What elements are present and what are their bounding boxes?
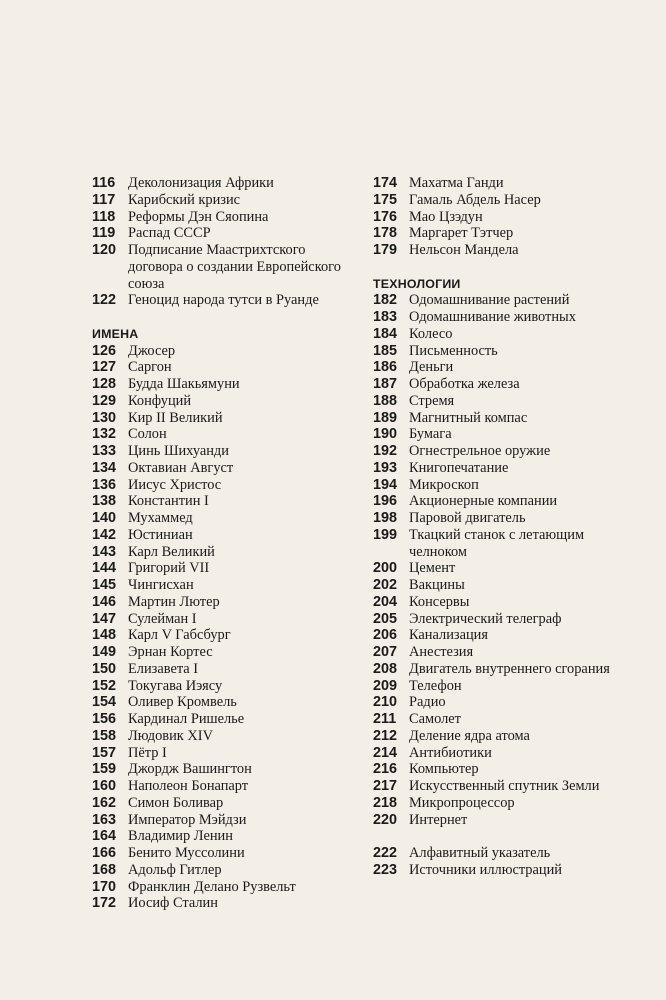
- entry-title: Письменность: [409, 342, 498, 359]
- toc-entry: [373, 627, 643, 644]
- entry-title: Двигатель внутреннего сгорания: [409, 660, 610, 677]
- entry-title: Гамаль Абдель Насер: [409, 191, 541, 208]
- technologies-section: [373, 292, 643, 828]
- toc-entry: [373, 443, 643, 460]
- page-number: 134: [92, 459, 117, 476]
- section-gap: [373, 828, 643, 845]
- entry-title: Огнестрельное оружие: [409, 443, 551, 459]
- page-number: 200: [373, 560, 398, 577]
- toc-entry: [373, 326, 643, 343]
- entry-title: Деньги: [409, 359, 454, 376]
- toc-entry: [373, 510, 643, 527]
- toc-entry: [92, 527, 342, 544]
- page-number: 136: [92, 476, 117, 493]
- entry-title: Юстиниан: [128, 526, 193, 543]
- entry-title: Радио: [409, 694, 446, 711]
- toc-entry: [373, 812, 643, 829]
- toc-entry: [92, 544, 342, 561]
- page-number: 140: [92, 510, 117, 526]
- toc-entry: [373, 292, 643, 309]
- page-number: 158: [92, 727, 117, 744]
- entry-title: Деколонизация Африки: [128, 175, 274, 191]
- page-number: 204: [373, 593, 398, 610]
- entry-title: Мухаммед: [128, 510, 193, 526]
- toc-entry: [92, 644, 342, 661]
- page-number: 146: [92, 593, 117, 610]
- entry-title: Геноцид народа тутси в Руанде: [128, 292, 319, 309]
- page-number: 209: [373, 677, 398, 694]
- page-number: 144: [92, 560, 117, 577]
- toc-entry: [92, 862, 342, 879]
- page-number: 143: [92, 543, 117, 560]
- toc-entry: [373, 611, 643, 628]
- toc-entry: [92, 192, 342, 209]
- page-number: 127: [92, 359, 117, 376]
- page-number: 206: [373, 627, 398, 644]
- entry-title: Эрнан Кортес: [128, 644, 213, 660]
- page-number: 187: [373, 376, 398, 392]
- toc-entry: [373, 527, 643, 561]
- toc-entry: [373, 393, 643, 410]
- entry-title: Обработка железа: [409, 376, 520, 392]
- entry-title: Джосер: [128, 342, 176, 359]
- page-number: 188: [373, 392, 398, 409]
- entry-title: Елизавета I: [128, 660, 199, 677]
- entry-title: Оливер Кромвель: [128, 694, 237, 711]
- toc-entry: [373, 761, 643, 778]
- entry-title: Нельсон Мандела: [409, 242, 519, 258]
- toc-entry: [92, 661, 342, 678]
- entry-title: Чингисхан: [128, 577, 194, 593]
- entry-title: Солон: [128, 426, 167, 443]
- toc-entry: [373, 594, 643, 611]
- page-number: 214: [373, 744, 398, 761]
- entry-title: Махатма Ганди: [409, 175, 504, 191]
- toc-entry: [373, 795, 643, 812]
- page-number: 117: [92, 191, 116, 208]
- page-number: 179: [373, 242, 398, 258]
- page-number: 175: [373, 191, 398, 208]
- entry-title: Источники иллюстраций: [409, 861, 562, 878]
- appendix-section: [373, 845, 643, 879]
- entry-title: Самолет: [409, 711, 461, 727]
- toc-entry: [92, 242, 342, 292]
- entry-title: Компьютер: [409, 761, 479, 778]
- entry-title: Стремя: [409, 392, 455, 409]
- toc-entry: [373, 845, 643, 862]
- entry-title: Иисус Христос: [128, 476, 222, 493]
- page-number: 218: [373, 794, 398, 811]
- page-number: 194: [373, 476, 398, 493]
- page-number: 189: [373, 409, 398, 426]
- toc-entry: [373, 426, 643, 443]
- entry-title: Цемент: [409, 560, 456, 577]
- toc-entry: [92, 611, 342, 628]
- page-number: 159: [92, 761, 117, 778]
- entry-title: Цинь Шихуанди: [128, 443, 229, 459]
- toc-entry: [92, 745, 342, 762]
- page-number: 222: [373, 845, 398, 861]
- toc-entry: [373, 410, 643, 427]
- entry-title: Одомашнивание животных: [409, 309, 576, 325]
- toc-entry: [92, 577, 342, 594]
- toc-entry: [373, 309, 643, 326]
- entry-title: Октавиан Август: [128, 459, 234, 476]
- entry-title: Анестезия: [409, 644, 474, 660]
- entry-title: Мао Цзэдун: [409, 208, 483, 225]
- entry-title: Микропроцессор: [409, 794, 515, 811]
- toc-entry: [92, 778, 342, 795]
- entry-title: Деление ядра атома: [409, 727, 530, 744]
- toc-entry: [92, 209, 342, 226]
- toc-entry: [373, 560, 643, 577]
- page-number: 154: [92, 694, 117, 711]
- toc-entry: [92, 728, 342, 745]
- entry-title: Магнитный компас: [409, 409, 528, 426]
- toc-entry: [373, 359, 643, 376]
- page-number: 208: [373, 660, 398, 677]
- toc-entry: [92, 343, 342, 360]
- page-number: 164: [92, 828, 117, 845]
- page-number: 198: [373, 510, 398, 526]
- entry-title: Кир II Великий: [128, 409, 223, 426]
- entry-title: Симон Боливар: [128, 794, 224, 811]
- page-number: 130: [92, 409, 117, 426]
- toc-entry: [373, 376, 643, 393]
- toc-entry: [373, 343, 643, 360]
- entry-title: Карл Великий: [128, 543, 215, 560]
- page-number: 168: [92, 861, 117, 878]
- toc-right-column: [373, 175, 643, 879]
- entry-title: Колесо: [409, 325, 453, 342]
- toc-entry: [92, 845, 342, 862]
- page-number: 205: [373, 610, 398, 627]
- toc-entry: [92, 795, 342, 812]
- toc-entry: [92, 393, 342, 410]
- entry-title: Искусственный спутник Земли: [409, 778, 600, 794]
- entry-title: Подписание Маастрихтского договора о создании Европейского союза: [128, 242, 341, 292]
- entry-title: Акционерные компании: [409, 493, 558, 510]
- page-number: 133: [92, 443, 117, 459]
- entry-title: Электрический телеграф: [409, 610, 562, 627]
- page-number: 126: [92, 342, 117, 359]
- entry-title: Кардинал Ришелье: [128, 711, 245, 727]
- toc-entry: [92, 694, 342, 711]
- entry-title: Конфуций: [128, 392, 192, 409]
- page-number: 172: [92, 895, 117, 912]
- page-number: 149: [92, 644, 117, 660]
- toc-entry: [92, 895, 342, 912]
- page-number: 122: [92, 292, 117, 309]
- toc-entry: [92, 812, 342, 829]
- toc-entry: [92, 678, 342, 695]
- page-number: 120: [92, 242, 117, 258]
- entry-title: Консервы: [409, 593, 470, 610]
- entry-title: Бенито Муссолини: [128, 845, 245, 861]
- page-number: 178: [373, 225, 398, 242]
- page-number: 207: [373, 644, 398, 660]
- toc-entry: [373, 460, 643, 477]
- entry-title: Константин I: [128, 493, 209, 510]
- entry-title: Владимир Ленин: [128, 828, 233, 845]
- toc-entry: [373, 192, 643, 209]
- entry-title: Интернет: [409, 811, 468, 828]
- toc-entry: [373, 728, 643, 745]
- page-number: 170: [92, 878, 117, 895]
- entry-title: Карл V Габсбург: [128, 627, 231, 644]
- section-heading-names: ИМЕНА: [92, 326, 139, 341]
- toc-entry: [373, 778, 643, 795]
- page-number: 119: [92, 225, 116, 242]
- toc-entry: [92, 594, 342, 611]
- page-number: 150: [92, 660, 117, 677]
- page-number: 182: [373, 292, 398, 309]
- page-number: 160: [92, 778, 117, 794]
- page-number: 129: [92, 392, 117, 409]
- toc-entry: [92, 828, 342, 845]
- toc-entry: [92, 560, 342, 577]
- toc-entry: [92, 510, 342, 527]
- entry-title: Телефон: [409, 677, 462, 694]
- toc-entry: [92, 426, 342, 443]
- page-number: 132: [92, 426, 117, 443]
- page-number: 163: [92, 811, 117, 828]
- page-number: 211: [373, 711, 397, 727]
- entry-title: Книгопечатание: [409, 459, 509, 476]
- page-number: 210: [373, 694, 398, 711]
- toc-entry: [92, 225, 342, 242]
- entry-title: Григорий VII: [128, 560, 210, 577]
- toc-entry: [92, 376, 342, 393]
- page-number: 220: [373, 811, 398, 828]
- page-number: 199: [373, 526, 398, 543]
- entry-title: Канализация: [409, 627, 488, 644]
- toc-entry: [373, 225, 643, 242]
- toc-entry: [373, 477, 643, 494]
- entry-title: Вакцины: [409, 577, 465, 593]
- toc-entry: [373, 493, 643, 510]
- toc-entry: [373, 577, 643, 594]
- entry-title: Бумага: [409, 426, 452, 443]
- entry-title: Адольф Гитлер: [128, 861, 222, 878]
- page-number: 185: [373, 342, 398, 359]
- toc-entry: [92, 292, 342, 309]
- toc-entry: [92, 493, 342, 510]
- entry-title: Людовик XIV: [128, 727, 213, 744]
- entry-title: Сулейман I: [128, 610, 197, 627]
- page-number: 128: [92, 376, 117, 392]
- entry-title: Антибиотики: [409, 744, 492, 761]
- entry-title: Джордж Вашингтон: [128, 761, 252, 778]
- entry-title: Одомашнивание растений: [409, 292, 570, 309]
- toc-entry: [92, 359, 342, 376]
- entry-title: Будда Шакьямуни: [128, 376, 240, 392]
- page-number: 186: [373, 359, 398, 376]
- page-number: 152: [92, 677, 117, 694]
- toc-entry: [373, 678, 643, 695]
- history-section-tail: [92, 175, 342, 309]
- toc-entry: [373, 745, 643, 762]
- page-number: 147: [92, 610, 117, 627]
- page-number: 118: [92, 208, 116, 225]
- toc-entry: [92, 477, 342, 494]
- toc-entry: [92, 460, 342, 477]
- page-number: 166: [92, 845, 117, 861]
- toc-left-column: [92, 175, 342, 912]
- toc-entry: [92, 175, 342, 192]
- page-number: 184: [373, 325, 398, 342]
- entry-title: Иосиф Сталин: [128, 895, 218, 912]
- toc-entry: [92, 761, 342, 778]
- page-number: 212: [373, 727, 398, 744]
- toc-entry: [373, 644, 643, 661]
- page-number: 174: [373, 175, 398, 191]
- entry-title: Пётр I: [128, 744, 167, 761]
- names-section-tail: [373, 175, 643, 259]
- page-number: 196: [373, 493, 398, 510]
- toc-entry: [373, 862, 643, 879]
- page-number: 157: [92, 744, 117, 761]
- entry-title: Микроскоп: [409, 476, 479, 493]
- entry-title: Токугава Иэясу: [128, 677, 223, 694]
- entry-title: Ткацкий станок с летающим челноком: [409, 526, 585, 560]
- page-number: 216: [373, 761, 398, 778]
- toc-entry: [92, 627, 342, 644]
- entry-title: Франклин Делано Рузвельт: [128, 878, 296, 895]
- entry-title: Мартин Лютер: [128, 593, 220, 610]
- page-number: 176: [373, 208, 398, 225]
- toc-entry: [373, 209, 643, 226]
- page-number: 223: [373, 861, 398, 878]
- page-number: 145: [92, 577, 117, 593]
- page-number: 116: [92, 175, 116, 191]
- entry-title: Алфавитный указатель: [409, 845, 551, 861]
- page-number: 217: [373, 778, 398, 794]
- toc-entry: [373, 661, 643, 678]
- page-number: 192: [373, 443, 398, 459]
- entry-title: Распад СССР: [128, 225, 211, 242]
- toc-entry: [373, 175, 643, 192]
- page-number: 193: [373, 459, 398, 476]
- entry-title: Маргарет Тэтчер: [409, 225, 514, 242]
- page-number: 138: [92, 493, 117, 510]
- toc-entry: [373, 242, 643, 259]
- page-number: 183: [373, 309, 398, 325]
- toc-entry: [92, 443, 342, 460]
- page-number: 190: [373, 426, 398, 443]
- toc-entry: [92, 879, 342, 896]
- page-number: 162: [92, 794, 117, 811]
- entry-title: Реформы Дэн Сяопина: [128, 208, 269, 225]
- page-number: 202: [373, 577, 398, 593]
- entry-title: Саргон: [128, 359, 172, 376]
- toc-entry: [92, 410, 342, 427]
- entry-title: Наполеон Бонапарт: [128, 778, 249, 794]
- toc-entry: [373, 711, 643, 728]
- toc-entry: [92, 711, 342, 728]
- entry-title: Карибский кризис: [128, 191, 241, 208]
- section-heading-technologies: ТЕХНОЛОГИИ: [373, 276, 461, 291]
- names-section: [92, 343, 342, 913]
- page-number: 148: [92, 627, 117, 644]
- toc-entry: [373, 694, 643, 711]
- entry-title: Паровой двигатель: [409, 510, 526, 526]
- page-number: 156: [92, 711, 117, 727]
- page-number: 142: [92, 526, 117, 543]
- entry-title: Император Мэйдзи: [128, 811, 247, 828]
